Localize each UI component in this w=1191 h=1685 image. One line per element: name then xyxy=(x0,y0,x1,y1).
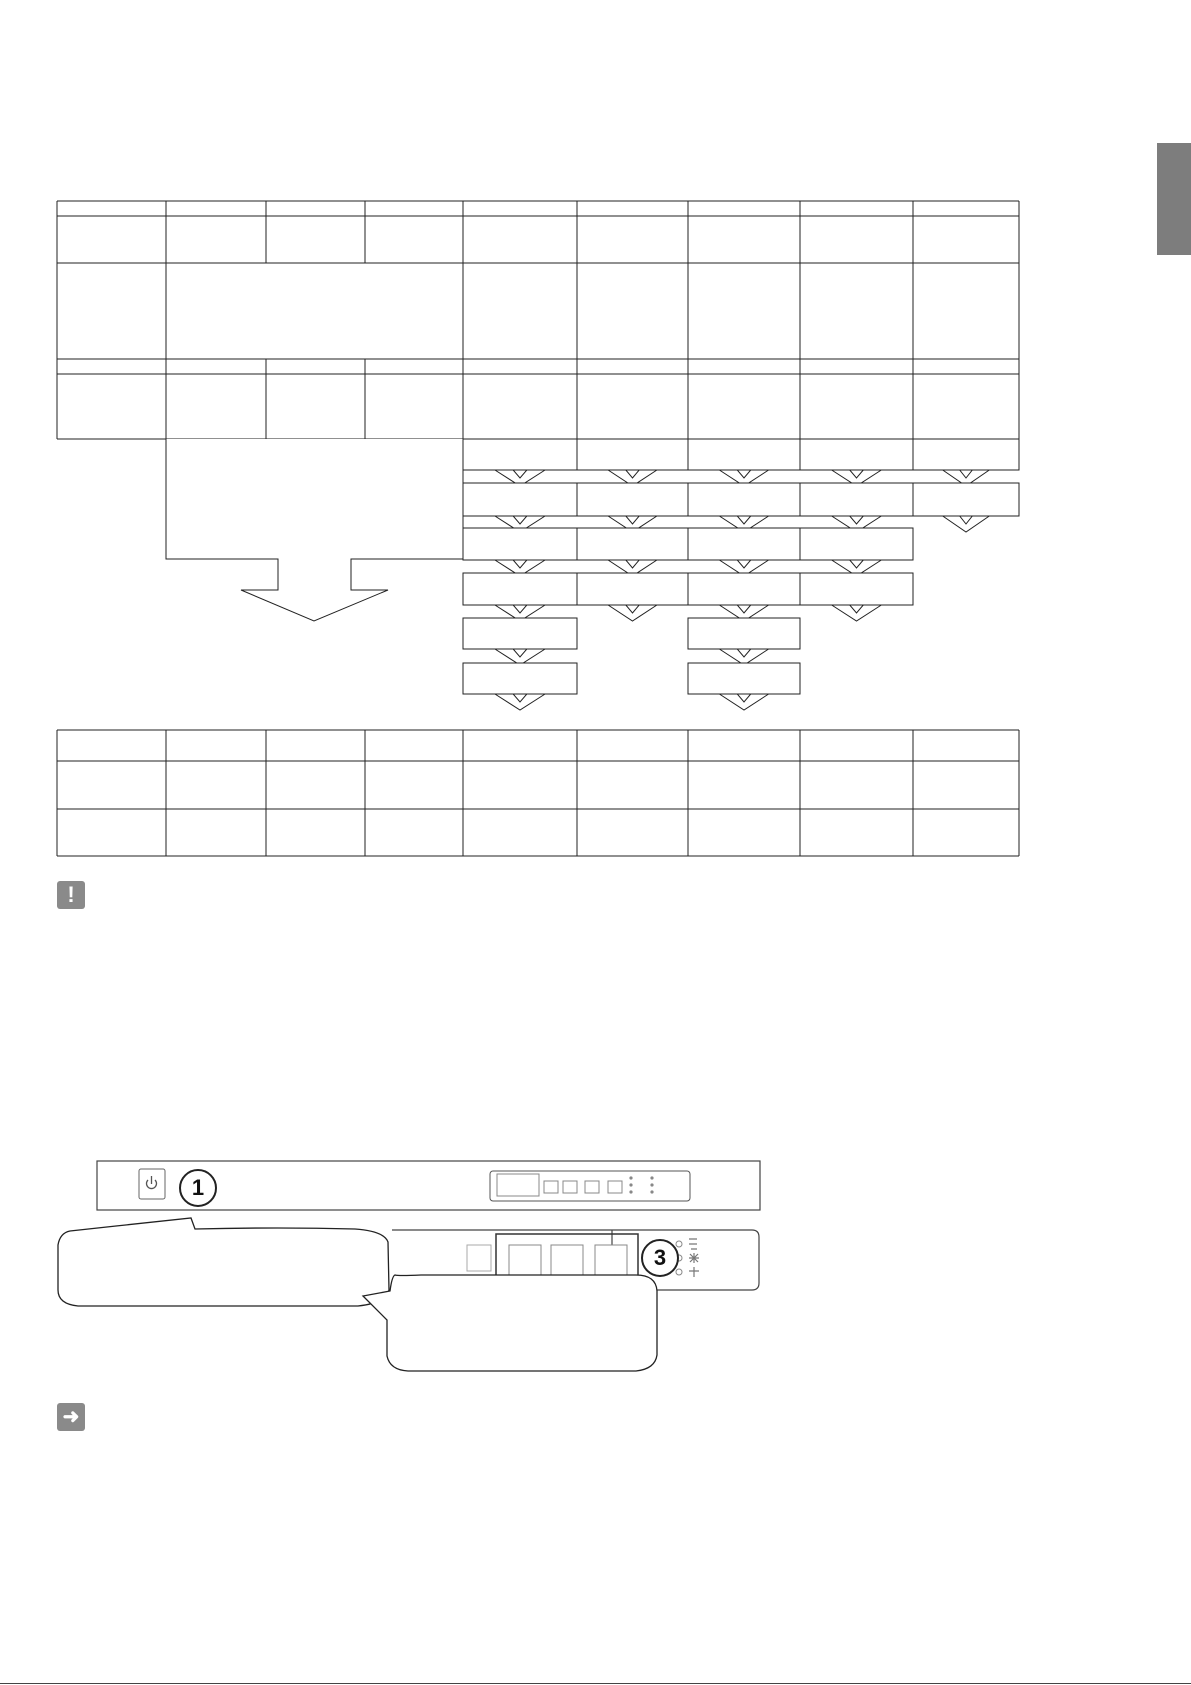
lower-key-1[interactable] xyxy=(509,1245,541,1275)
callout-number-1: 1 xyxy=(179,1169,217,1207)
footer-rule xyxy=(0,1683,1191,1684)
lower-key-3[interactable] xyxy=(595,1245,627,1275)
callout-bubble-left xyxy=(58,1218,389,1306)
callout-number-3: 3 xyxy=(641,1239,679,1277)
display-screen xyxy=(497,1174,539,1196)
panel-key-3[interactable] xyxy=(585,1181,599,1193)
panel-key-1[interactable] xyxy=(544,1181,558,1193)
lower-key-2[interactable] xyxy=(551,1245,583,1275)
panel-key-2[interactable] xyxy=(563,1181,577,1193)
arrow-right-icon: ➜ xyxy=(57,1403,85,1431)
callout-bubble-right xyxy=(363,1275,657,1371)
lower-key-blank xyxy=(467,1245,491,1271)
panel-key-4[interactable] xyxy=(608,1181,622,1193)
exclamation-icon: ! xyxy=(57,881,85,909)
